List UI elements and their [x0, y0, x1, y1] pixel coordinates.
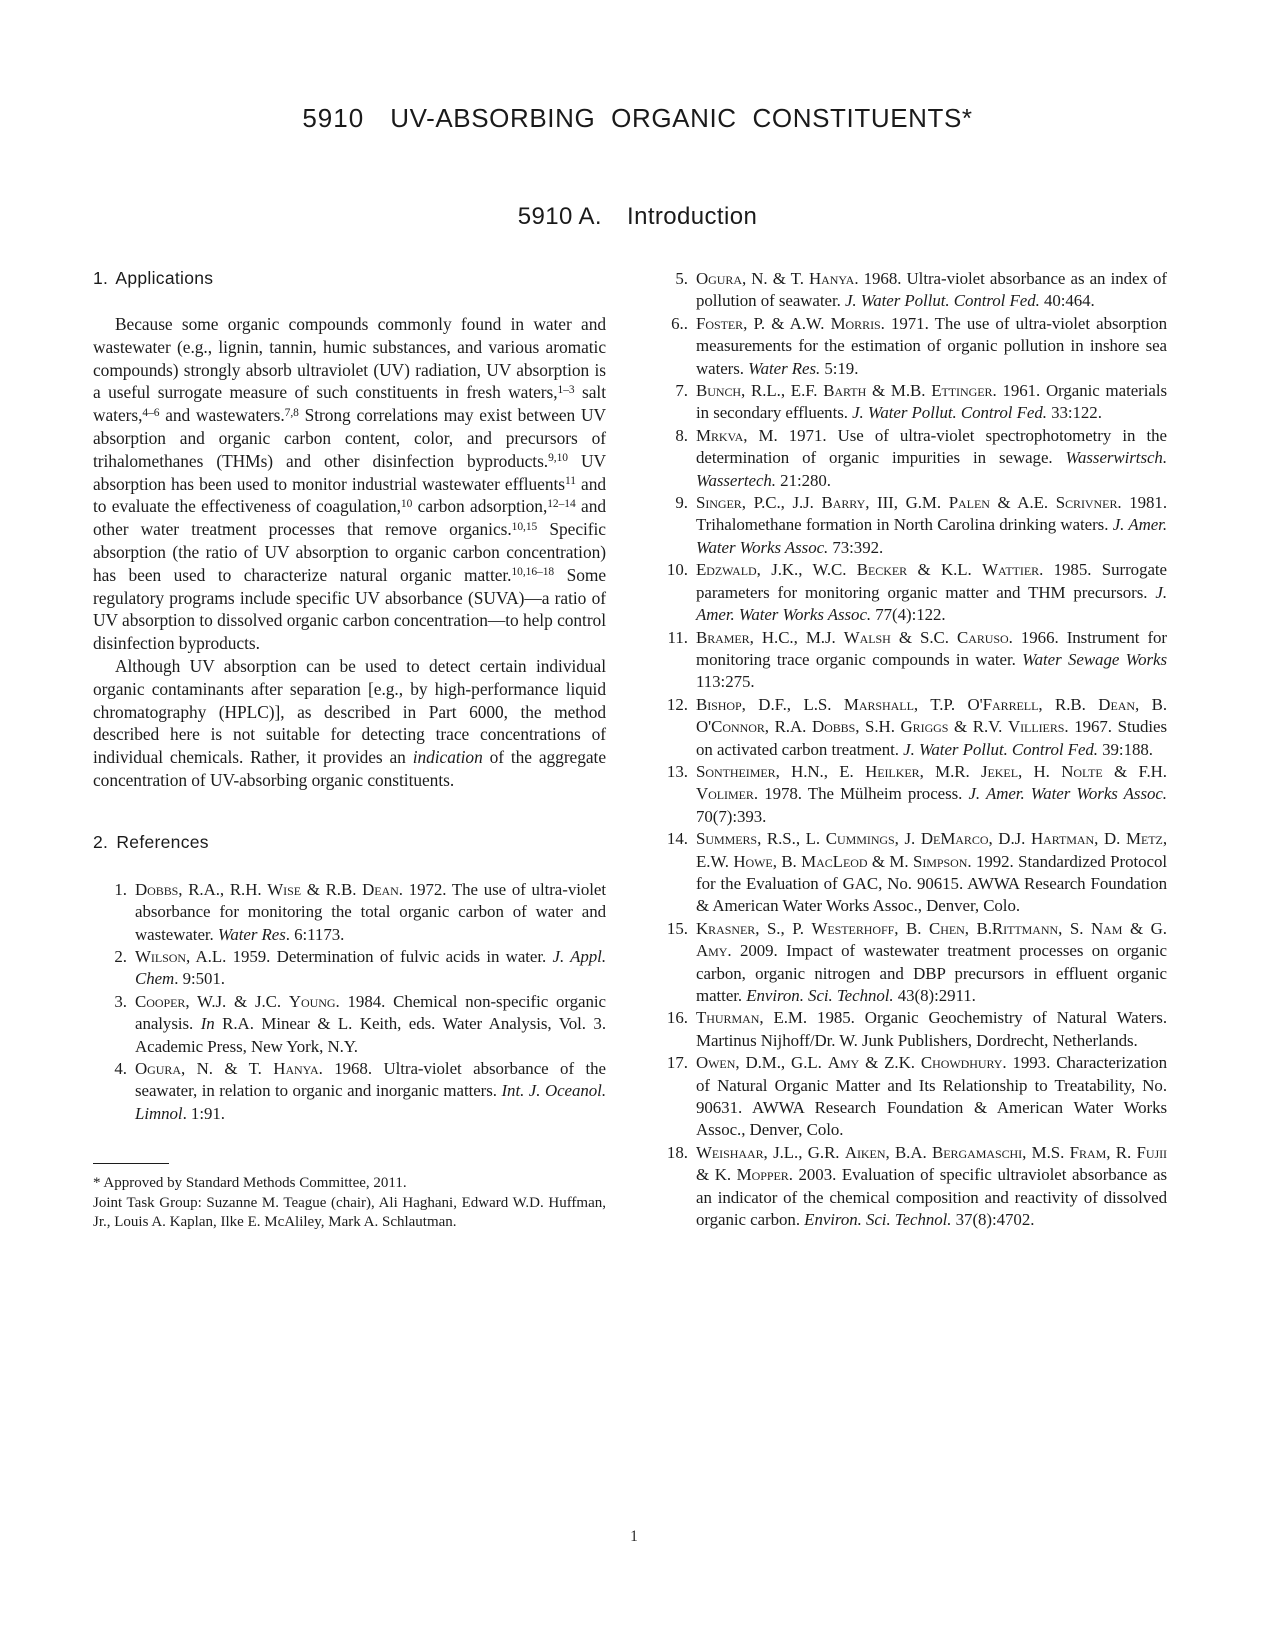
reference-text: Foster, P. & A.W. Morris. 1971. The use of ultra-violet absorption measurements for the estimation of organic pollution in inshore sea waters. Water Res. 5:19. [696, 313, 1167, 378]
left-column [93, 268, 606, 1233]
page-number: 1 [630, 1528, 638, 1545]
applications-body [93, 313, 606, 792]
reference-item [654, 1007, 1167, 1052]
reference-item [654, 559, 1167, 626]
reference-number: 9. [675, 493, 688, 513]
reference-number: 11. [667, 627, 688, 647]
reference-number: 3. [114, 991, 127, 1011]
reference-item [654, 268, 1167, 313]
reference-item [654, 313, 1167, 380]
reference-text: Summers, R.S., L. Cummings, J. DeMarco, D.J. Hartman, D. Metz, E.W. Howe, B. MacLeod & M. Simpson. 1992. Standardized Protocol for the Evaluation of GAC, No. 90615. AWWA Research Foundation & American Water Works Assoc., Denver, Colo. [696, 829, 1167, 916]
reference-item [654, 1142, 1167, 1232]
reference-text: Dobbs, R.A., R.H. Wise & R.B. Dean. 1972. The use of ultra-violet absorbance for monitoring the total organic carbon of water and wastewater. Water Res. 6:1173. [135, 879, 606, 944]
reference-text: Owen, D.M., G.L. Amy & Z.K. Chowdhury. 1993. Characterization of Natural Organic Matter and Its Relationship to Treatability, No. 90631. AWWA Research Foundation & American Water Works Assoc., Denver, Colo. [696, 1053, 1167, 1140]
reference-item [654, 1052, 1167, 1142]
section-title [0, 203, 1275, 231]
reference-item [93, 946, 606, 991]
reference-item [93, 991, 606, 1058]
reference-item [654, 761, 1167, 828]
reference-text: Sontheimer, H.N., E. Heilker, M.R. Jekel, H. Nolte & F.H. Volimer. 1978. The Mülheim process. J. Amer. Water Works Assoc. 70(7):393. [696, 761, 1167, 826]
reference-item [654, 918, 1167, 1008]
references-list-right [654, 268, 1167, 1231]
reference-item [93, 879, 606, 946]
reference-text: Wilson, A.L. 1959. Determination of fulvic acids in water. J. Appl. Chem. 9:501. [135, 946, 606, 989]
reference-item [93, 1058, 606, 1125]
reference-number: 17. [666, 1053, 688, 1073]
reference-text: Bunch, R.L., E.F. Barth & M.B. Ettinger. 1961. Organic materials in secondary effluents. J. Water Pollut. Control Fed. 33:122. [696, 381, 1167, 423]
reference-number: 12. [666, 694, 688, 714]
reference-number: 10. [666, 560, 688, 580]
reference-text: Bishop, D.F., L.S. Marshall, T.P. O'Farrell, R.B. Dean, B. O'Connor, R.A. Dobbs, S.H. Griggs & R.V. Villiers. 1967. Studies on activated carbon treatment. J. Water Pollut. Control Fed. 39:188. [696, 694, 1168, 759]
reference-item [654, 492, 1167, 559]
reference-text: Ogura, N. & T. Hanya. 1968. Ultra-violet absorbance as an index of pollution of seawater. J. Water Pollut. Control Fed. 40:464. [696, 269, 1167, 311]
reference-number: 4. [114, 1058, 127, 1078]
reference-number: 14. [666, 829, 688, 849]
reference-text: Thurman, E.M. 1985. Organic Geochemistry of Natural Waters. Martinus Nijhoff/Dr. W. Junk Publishers, Dordrecht, Netherlands. [696, 1008, 1167, 1050]
paragraph: Although UV absorption can be used to detect certain individual organic contaminants after separation [e.g., by high-performance liquid chromatography (HPLC)], as described in Part 6000, the method described here is not suitable for detecting trace concentrations of individual chemicals. Rather, it provides an indication of the aggregate concentration of UV-absorbing organic constituents. [93, 655, 606, 790]
footnote [93, 1163, 606, 1233]
reference-item [654, 828, 1167, 918]
reference-number: 13. [666, 761, 688, 781]
reference-number: 7. [675, 381, 688, 401]
reference-number: 18. [666, 1142, 688, 1162]
footnote-approved: * Approved by Standard Methods Committee, 2011. [93, 1175, 407, 1192]
reference-number: 2. [114, 946, 127, 966]
reference-number: 5. [675, 269, 688, 288]
reference-number: 16. [666, 1008, 688, 1028]
references-list-left [93, 879, 606, 1125]
reference-text: Krasner, S., P. Westerhoff, B. Chen, B.Rittmann, S. Nam & G. Amy. 2009. Impact of wastewater treatment processes on organic carbon, organic nitrogen and DBP precursors in effluent organic matter. Environ. Sci. Technol. 43(8):2911. [696, 918, 1167, 1005]
reference-text: Cooper, W.J. & J.C. Young. 1984. Chemical non-specific organic analysis. In R.A. Minear & L. Keith, eds. Water Analysis, Vol. 3. Academic Press, New York, N.Y. [135, 991, 606, 1056]
applications-heading: 1. Applications [93, 268, 214, 288]
reference-text: Ogura, N. & T. Hanya. 1968. Ultra-violet absorbance of the seawater, in relation to organic and inorganic matters. Int. J. Oceanol. Limnol. 1:91. [135, 1058, 606, 1123]
reference-item [654, 694, 1167, 761]
reference-item [654, 380, 1167, 425]
reference-number: 15. [666, 918, 688, 938]
reference-text: Edzwald, J.K., W.C. Becker & K.L. Wattier. 1985. Surrogate parameters for monitoring organic matter and THM precursors. J. Amer. Water Works Assoc. 77(4):122. [696, 560, 1167, 625]
reference-text: Mrkva, M. 1971. Use of ultra-violet spectrophotometry in the determination of organic impurities in sewage. Wasserwirtsch. Wassertech. 21:280. [696, 425, 1167, 490]
section-name: Introduction [627, 203, 758, 230]
paragraph: Because some organic compounds commonly found in water and wastewater (e.g., lignin, tannin, humic substances, and various aromatic compounds) strongly absorb ultraviolet (UV) radiation, UV absorption is a useful surrogate measure of such constituents in fresh waters,$^{1-3}$ salt waters,$^{4-6}$ and wastewaters.$^{7,8}$ Strong correlations may exist between UV absorption and organic carbon content, color, and precursors of trihalomethanes (THMs) and other disinfection byproducts.$^{9,10}$ UV absorption has been used to monitor industrial wastewater effluents$^{11}$ and to evaluate the effectiveness of coagulation,$^{10}$ carbon adsorption,$^{12-14}$ and other water treatment processes that remove organics.$^{10,15}$ Specific absorption (the ratio of UV absorption to organic carbon concentration) has been used to characterize natural organic matter.$^{10,16-18}$ Some regulatory programs include specific UV absorbance (SUVA)—a ratio of UV absorption to dissolved organic carbon concentration—to help control disinfection byproducts. [93, 314, 607, 654]
reference-text: Bramer, H.C., M.J. Walsh & S.C. Caruso. 1966. Instrument for monitoring trace organic compounds in water. Water Sewage Works 113:275. [696, 627, 1167, 692]
footnote-rule [93, 1163, 169, 1164]
section-number: 5910 A. [517, 203, 602, 230]
right-column [654, 268, 1167, 1231]
reference-text: Weishaar, J.L., G.R. Aiken, B.A. Bergamaschi, M.S. Fram, R. Fujii & K. Mopper. 2003. Evaluation of specific ultraviolet absorbance as an indicator of the chemical composition and reactivity of dissolved organic carbon. Environ. Sci. Technol. 37(8):4702. [696, 1142, 1167, 1230]
footnote-task-group: Joint Task Group: Suzanne M. Teague (chair), Ali Haghani, Edward W.D. Huffman, Jr., Louis A. Kaplan, Ilke E. McAliley, Mark A. Schlautman. [93, 1194, 606, 1231]
reference-number: 1. [114, 879, 127, 899]
reference-item [654, 627, 1167, 694]
references-heading: 2. References [93, 831, 209, 852]
reference-item [654, 425, 1167, 492]
reference-text: Singer, P.C., J.J. Barry, III, G.M. Palen & A.E. Scrivner. 1981. Trihalomethane formation in North Carolina drinking waters. J. Amer. Water Works Assoc. 73:392. [696, 493, 1168, 557]
page-title [0, 103, 1275, 134]
reference-number: 6.. [671, 313, 688, 333]
method-title-text: UV-ABSORBING ORGANIC CONSTITUENTS* [390, 103, 973, 133]
reference-number: 8. [675, 425, 688, 445]
method-number: 5910 [302, 103, 365, 133]
